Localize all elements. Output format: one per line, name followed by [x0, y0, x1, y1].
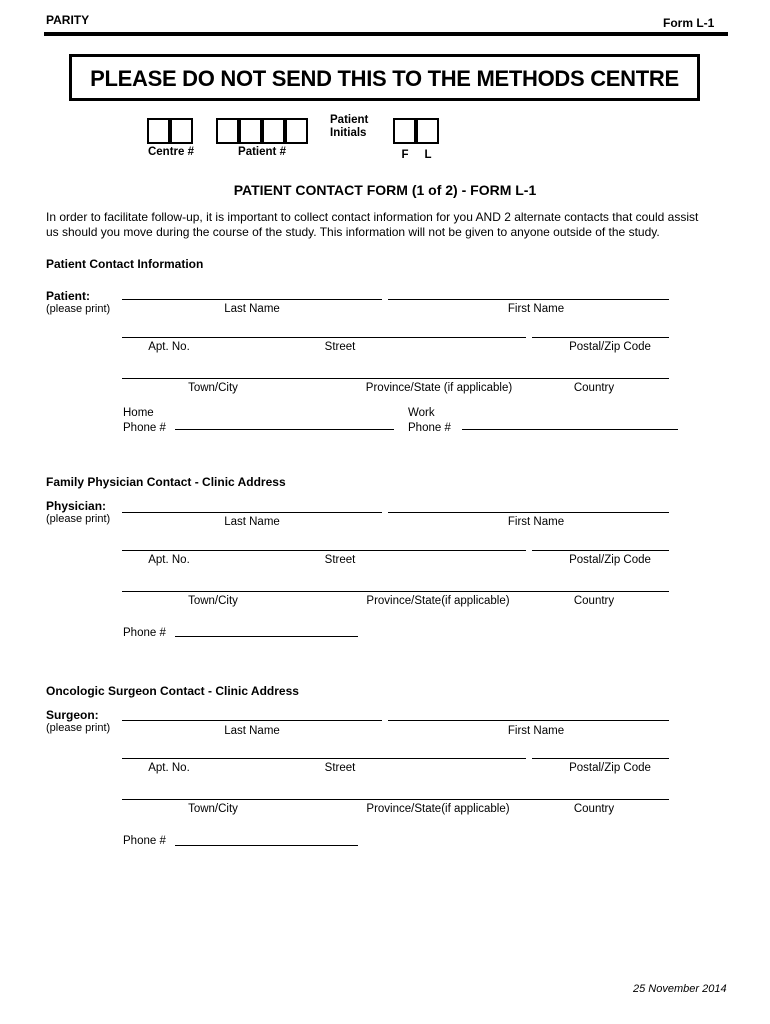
- work-phone-label-line2: Phone #: [408, 422, 451, 434]
- first-initial-label: F: [401, 149, 409, 161]
- physician-town-line[interactable]: [122, 591, 669, 592]
- first-initial-box[interactable]: [393, 118, 416, 144]
- physician-print-hint: (please print): [46, 513, 111, 525]
- patient-number-label: Patient #: [238, 146, 286, 158]
- patient-name-label: Patient:: [46, 289, 91, 303]
- patient-initials-label: [330, 114, 368, 140]
- physician-street-label: Street: [324, 554, 356, 566]
- physician-phone-line[interactable]: [175, 636, 358, 637]
- physician-country-label: Country: [573, 595, 615, 607]
- work-phone-line[interactable]: [462, 429, 678, 430]
- work-phone-label: [408, 406, 451, 436]
- patient-print-hint: (please print): [46, 303, 111, 315]
- patient-street-label: Street: [324, 341, 356, 353]
- physician-town-label: Town/City: [188, 595, 238, 607]
- patient-first-name-label: First Name: [507, 303, 565, 315]
- surgeon-street-label: Street: [324, 762, 356, 774]
- patient-apt-label: Apt. No.: [148, 341, 190, 353]
- patient-postal-label: Postal/Zip Code: [569, 341, 651, 353]
- surgeon-last-name-label: Last Name: [224, 725, 280, 737]
- surgeon-phone-line[interactable]: [175, 845, 358, 846]
- physician-first-name-line[interactable]: [388, 512, 669, 513]
- patient-initials-label-line2: Initials: [330, 127, 367, 139]
- surgeon-phone-label: Phone #: [123, 835, 166, 847]
- physician-first-name-label: First Name: [507, 516, 565, 528]
- patient-digit-box[interactable]: [239, 118, 262, 144]
- physician-postal-line[interactable]: [532, 550, 669, 551]
- patient-section-heading: Patient Contact Information: [46, 257, 204, 271]
- physician-name-label: Physician:: [46, 499, 107, 513]
- physician-postal-label: Postal/Zip Code: [569, 554, 651, 566]
- physician-last-name-line[interactable]: [122, 512, 382, 513]
- centre-digit-box[interactable]: [147, 118, 170, 144]
- patient-street-line[interactable]: [122, 337, 526, 338]
- surgeon-apt-label: Apt. No.: [148, 762, 190, 774]
- patient-first-name-line[interactable]: [388, 299, 669, 300]
- header-study-name: PARITY: [46, 13, 90, 27]
- last-initial-box[interactable]: [416, 118, 439, 144]
- patient-initials-label-line1: Patient: [330, 114, 369, 126]
- surgeon-town-label: Town/City: [188, 803, 238, 815]
- physician-section-heading: Family Physician Contact - Clinic Address: [46, 475, 286, 489]
- physician-last-name-label: Last Name: [224, 516, 280, 528]
- surgeon-country-label: Country: [573, 803, 615, 815]
- physician-phone-label: Phone #: [123, 627, 166, 639]
- centre-digit-box[interactable]: [170, 118, 193, 144]
- patient-digit-box[interactable]: [216, 118, 239, 144]
- patient-province-label: Province/State (if applicable): [365, 382, 513, 394]
- patient-postal-line[interactable]: [532, 337, 669, 338]
- footer-date: 25 November 2014: [633, 983, 727, 995]
- patient-last-name-line[interactable]: [122, 299, 382, 300]
- intro-line-1: In order to facilitate follow-up, it is important to collect contact information for you AND 2 alternate contacts that could assist: [46, 210, 699, 224]
- surgeon-postal-label: Postal/Zip Code: [569, 762, 651, 774]
- home-phone-label: [123, 406, 166, 436]
- patient-town-label: Town/City: [188, 382, 238, 394]
- warning-banner: [69, 54, 700, 101]
- surgeon-name-label: Surgeon:: [46, 708, 99, 722]
- patient-digit-box[interactable]: [285, 118, 308, 144]
- intro-paragraph: [46, 210, 698, 240]
- intro-line-2: us should you move during the course of the study. This information will not be given to anyone outside of the study.: [46, 225, 660, 239]
- patient-town-line[interactable]: [122, 378, 669, 379]
- surgeon-print-hint: (please print): [46, 722, 111, 734]
- home-phone-line[interactable]: [175, 429, 394, 430]
- surgeon-province-label: Province/State(if applicable): [366, 803, 510, 815]
- home-phone-label-line2: Phone #: [123, 422, 166, 434]
- last-initial-label: L: [424, 149, 432, 161]
- patient-last-name-label: Last Name: [224, 303, 280, 315]
- surgeon-street-line[interactable]: [122, 758, 526, 759]
- physician-apt-label: Apt. No.: [148, 554, 190, 566]
- form-title: PATIENT CONTACT FORM (1 of 2) - FORM L-1: [233, 182, 537, 198]
- work-phone-label-line1: Work: [408, 407, 435, 419]
- surgeon-last-name-line[interactable]: [122, 720, 382, 721]
- surgeon-first-name-label: First Name: [507, 725, 565, 737]
- centre-number-label: Centre #: [147, 146, 195, 158]
- patient-digit-box[interactable]: [262, 118, 285, 144]
- surgeon-town-line[interactable]: [122, 799, 669, 800]
- physician-street-line[interactable]: [122, 550, 526, 551]
- header-rule: [44, 32, 728, 36]
- surgeon-section-heading: Oncologic Surgeon Contact - Clinic Address: [46, 684, 299, 698]
- patient-country-label: Country: [573, 382, 615, 394]
- physician-province-label: Province/State(if applicable): [366, 595, 510, 607]
- header-form-id: Form L-1: [663, 16, 715, 30]
- surgeon-first-name-line[interactable]: [388, 720, 669, 721]
- surgeon-postal-line[interactable]: [532, 758, 669, 759]
- home-phone-label-line1: Home: [123, 407, 154, 419]
- warning-banner-text: PLEASE DO NOT SEND THIS TO THE METHODS CENTRE: [90, 66, 679, 91]
